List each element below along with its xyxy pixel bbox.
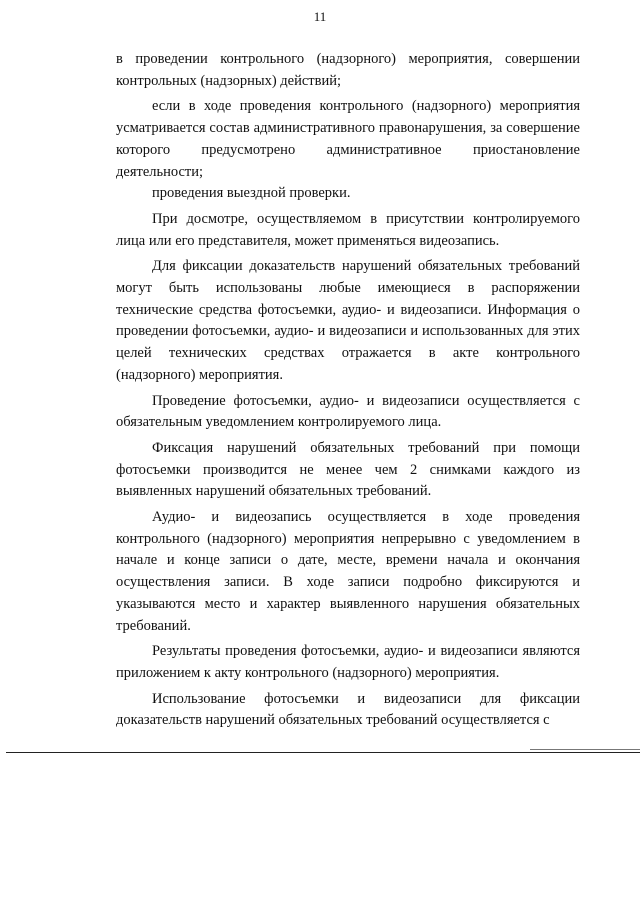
paragraph: в проведении контрольного (надзорного) мероприятия, совершении контрольных (надзорных) действий;: [116, 51, 580, 89]
paragraph: Для фиксации доказательств нарушений обязательных требований могут быть использованы любые имеющиеся в распоряжении технические средства фотосъемки, аудио- и видеозаписи. Информация о проведении фотосъемки, аудио- и видеозаписи и использованных для этих целей технических средствах отражается в акте контрольного (надзорного) мероприятия.: [116, 258, 580, 383]
paragraph: Использование фотосъемки и видеозаписи для фиксации доказательств нарушений обязательных требований осуществляется с: [116, 690, 580, 729]
paragraph: Результаты проведения фотосъемки, аудио- и видеозаписи являются приложением к акту контрольного (надзорного) мероприятия.: [116, 643, 580, 681]
document-body: [116, 49, 580, 732]
paragraph: если в ходе проведения контрольного (надзорного) мероприятия усматривается состав административного правонарушения, за совершение которого предусмотрено административное приостановление деятельности;: [116, 98, 580, 180]
paragraph: Фиксация нарушений обязательных требований при помощи фотосъемки производится не менее чем 2 снимками каждого из выявленных нарушений обязательных требований.: [116, 439, 580, 500]
paragraph: проведения выездной проверки.: [152, 185, 351, 202]
page-divider: [6, 752, 640, 753]
paragraph: Аудио- и видеозапись осуществляется в ходе проведения контрольного (надзорного) мероприятия непрерывно с уведомлением в начале и конце записи о дате, месте, времени начала и окончания осуществления записи. В ходе записи подробно фиксируются и указываются место и характер выявленного нарушения обязательных требований.: [116, 509, 580, 634]
paragraph: Проведение фотосъемки, аудио- и видеозаписи осуществляется с обязательным уведомлением контролируемого лица.: [116, 392, 580, 431]
page-divider-stub: [530, 749, 640, 750]
page-number: 11: [313, 9, 327, 24]
paragraph: При досмотре, осуществляемом в присутствии контролируемого лица или его представителя, может применяться видеозапись.: [116, 210, 580, 249]
